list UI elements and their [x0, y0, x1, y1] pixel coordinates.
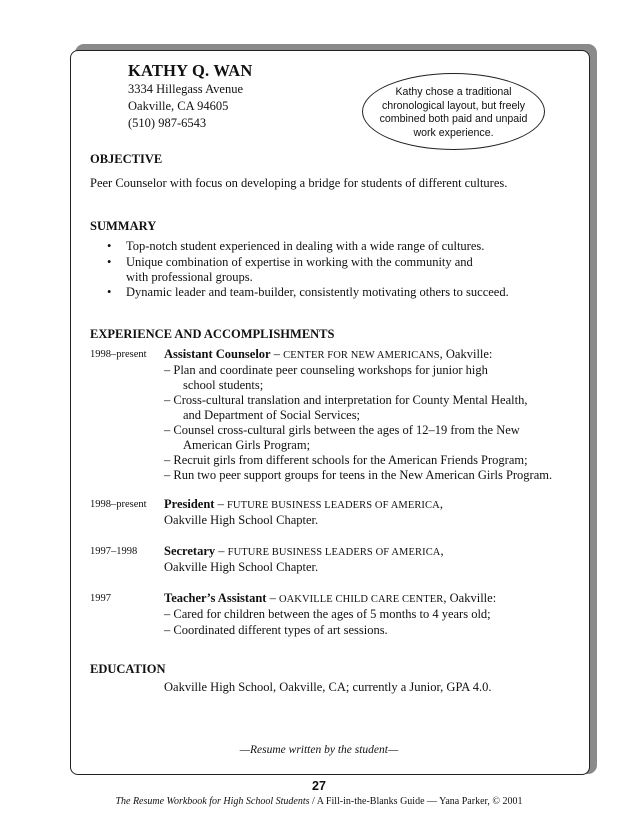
job-separator: –	[214, 497, 227, 511]
resume-name: KATHY Q. WAN	[128, 61, 253, 80]
book-credit	[0, 796, 638, 807]
job-detail-line: – Counsel cross-cultural girls between the ages of 12–19 from the New	[164, 423, 520, 437]
job-org: FUTURE BUSINESS LEADERS OF AMERICA	[226, 500, 440, 511]
job-title-line	[164, 591, 496, 606]
page-number: 27	[312, 779, 326, 793]
job-title: Teacher’s Assistant	[164, 591, 267, 605]
summary-heading: SUMMARY	[90, 219, 157, 233]
job-title: Secretary	[164, 544, 216, 558]
job-title-line	[164, 347, 492, 362]
job-detail-line: – Plan and coordinate peer counseling workshops for junior high	[164, 363, 488, 377]
summary-line: Top-notch student experienced in dealing with a wide range of cultures.	[126, 239, 485, 253]
job-org: FUTURE BUSINESS LEADERS OF AMERICA	[227, 547, 441, 558]
education-heading: EDUCATION	[90, 662, 166, 676]
summary-line: Unique combination of expertise in working with the community and	[126, 255, 473, 269]
job-title-line	[164, 544, 444, 559]
job-title: Assistant Counselor	[164, 347, 271, 361]
book-title: The Resume Workbook for High School Students	[115, 796, 310, 807]
bullet-icon: •	[107, 239, 112, 253]
job-location: , Oakville:	[443, 591, 497, 605]
objective-text: Peer Counselor with focus on developing a bridge for students of different cultures.	[90, 176, 508, 190]
job-detail-line: – Run two peer support groups for teens in the New American Girls Program.	[164, 468, 553, 482]
job-date: 1997	[90, 593, 111, 604]
education-text: Oakville High School, Oakville, CA; currently a Junior, GPA 4.0.	[164, 680, 492, 694]
callout-line: Kathy chose a traditional	[395, 86, 512, 98]
experience-heading: EXPERIENCE AND ACCOMPLISHMENTS	[90, 327, 335, 341]
book-author: / A Fill-in-the-Blanks Guide — Yana Parker, © 2001	[309, 796, 523, 807]
objective-heading: OBJECTIVE	[90, 152, 163, 166]
job-detail-line: – Cross-cultural translation and interpretation for County Mental Health,	[164, 393, 528, 407]
job-detail-line: – Recruit girls from different schools for the American Friends Program;	[164, 453, 528, 467]
callout-line: work experience.	[413, 126, 494, 139]
address-line-2: Oakville, CA 94605	[128, 99, 229, 113]
job-location: ,	[440, 544, 444, 558]
summary-line: with professional groups.	[126, 270, 253, 284]
summary-line: Dynamic leader and team-builder, consistently motivating others to succeed.	[126, 285, 509, 299]
callout-text	[362, 86, 545, 140]
bullet-icon: •	[107, 285, 112, 299]
job-title: President	[164, 497, 215, 511]
job-separator: –	[270, 347, 284, 361]
bullet-icon: •	[107, 255, 112, 269]
callout-line: combined both paid and unpaid	[379, 113, 528, 126]
job-org: CENTER FOR NEW AMERICANS	[283, 350, 440, 361]
job-date: 1998–present	[90, 499, 147, 510]
job-detail-line: Oakville High School Chapter.	[164, 513, 319, 527]
job-separator: –	[215, 544, 228, 558]
phone-number: (510) 987-6543	[128, 116, 207, 130]
job-detail-line: American Girls Program;	[183, 438, 311, 452]
job-detail-line: – Coordinated different types of art sessions.	[164, 623, 388, 637]
job-date: 1997–1998	[90, 546, 138, 557]
job-location: ,	[439, 497, 443, 511]
job-date: 1998–present	[90, 349, 147, 360]
job-detail-line: and Department of Social Services;	[183, 408, 361, 422]
job-detail-line: school students;	[183, 378, 264, 392]
job-location: , Oakville:	[439, 347, 493, 361]
resume-footer-note: —Resume written by the student—	[239, 744, 399, 756]
job-org: OAKVILLE CHILD CARE CENTER	[278, 594, 444, 605]
job-detail-line: – Cared for children between the ages of 5 months to 4 years old;	[164, 607, 491, 621]
callout-line: chronological layout, but freely	[381, 99, 526, 112]
job-detail-line: Oakville High School Chapter.	[164, 560, 319, 574]
job-title-line	[164, 497, 443, 512]
job-separator: –	[266, 591, 279, 605]
address-line-1: 3334 Hillegass Avenue	[128, 82, 244, 96]
